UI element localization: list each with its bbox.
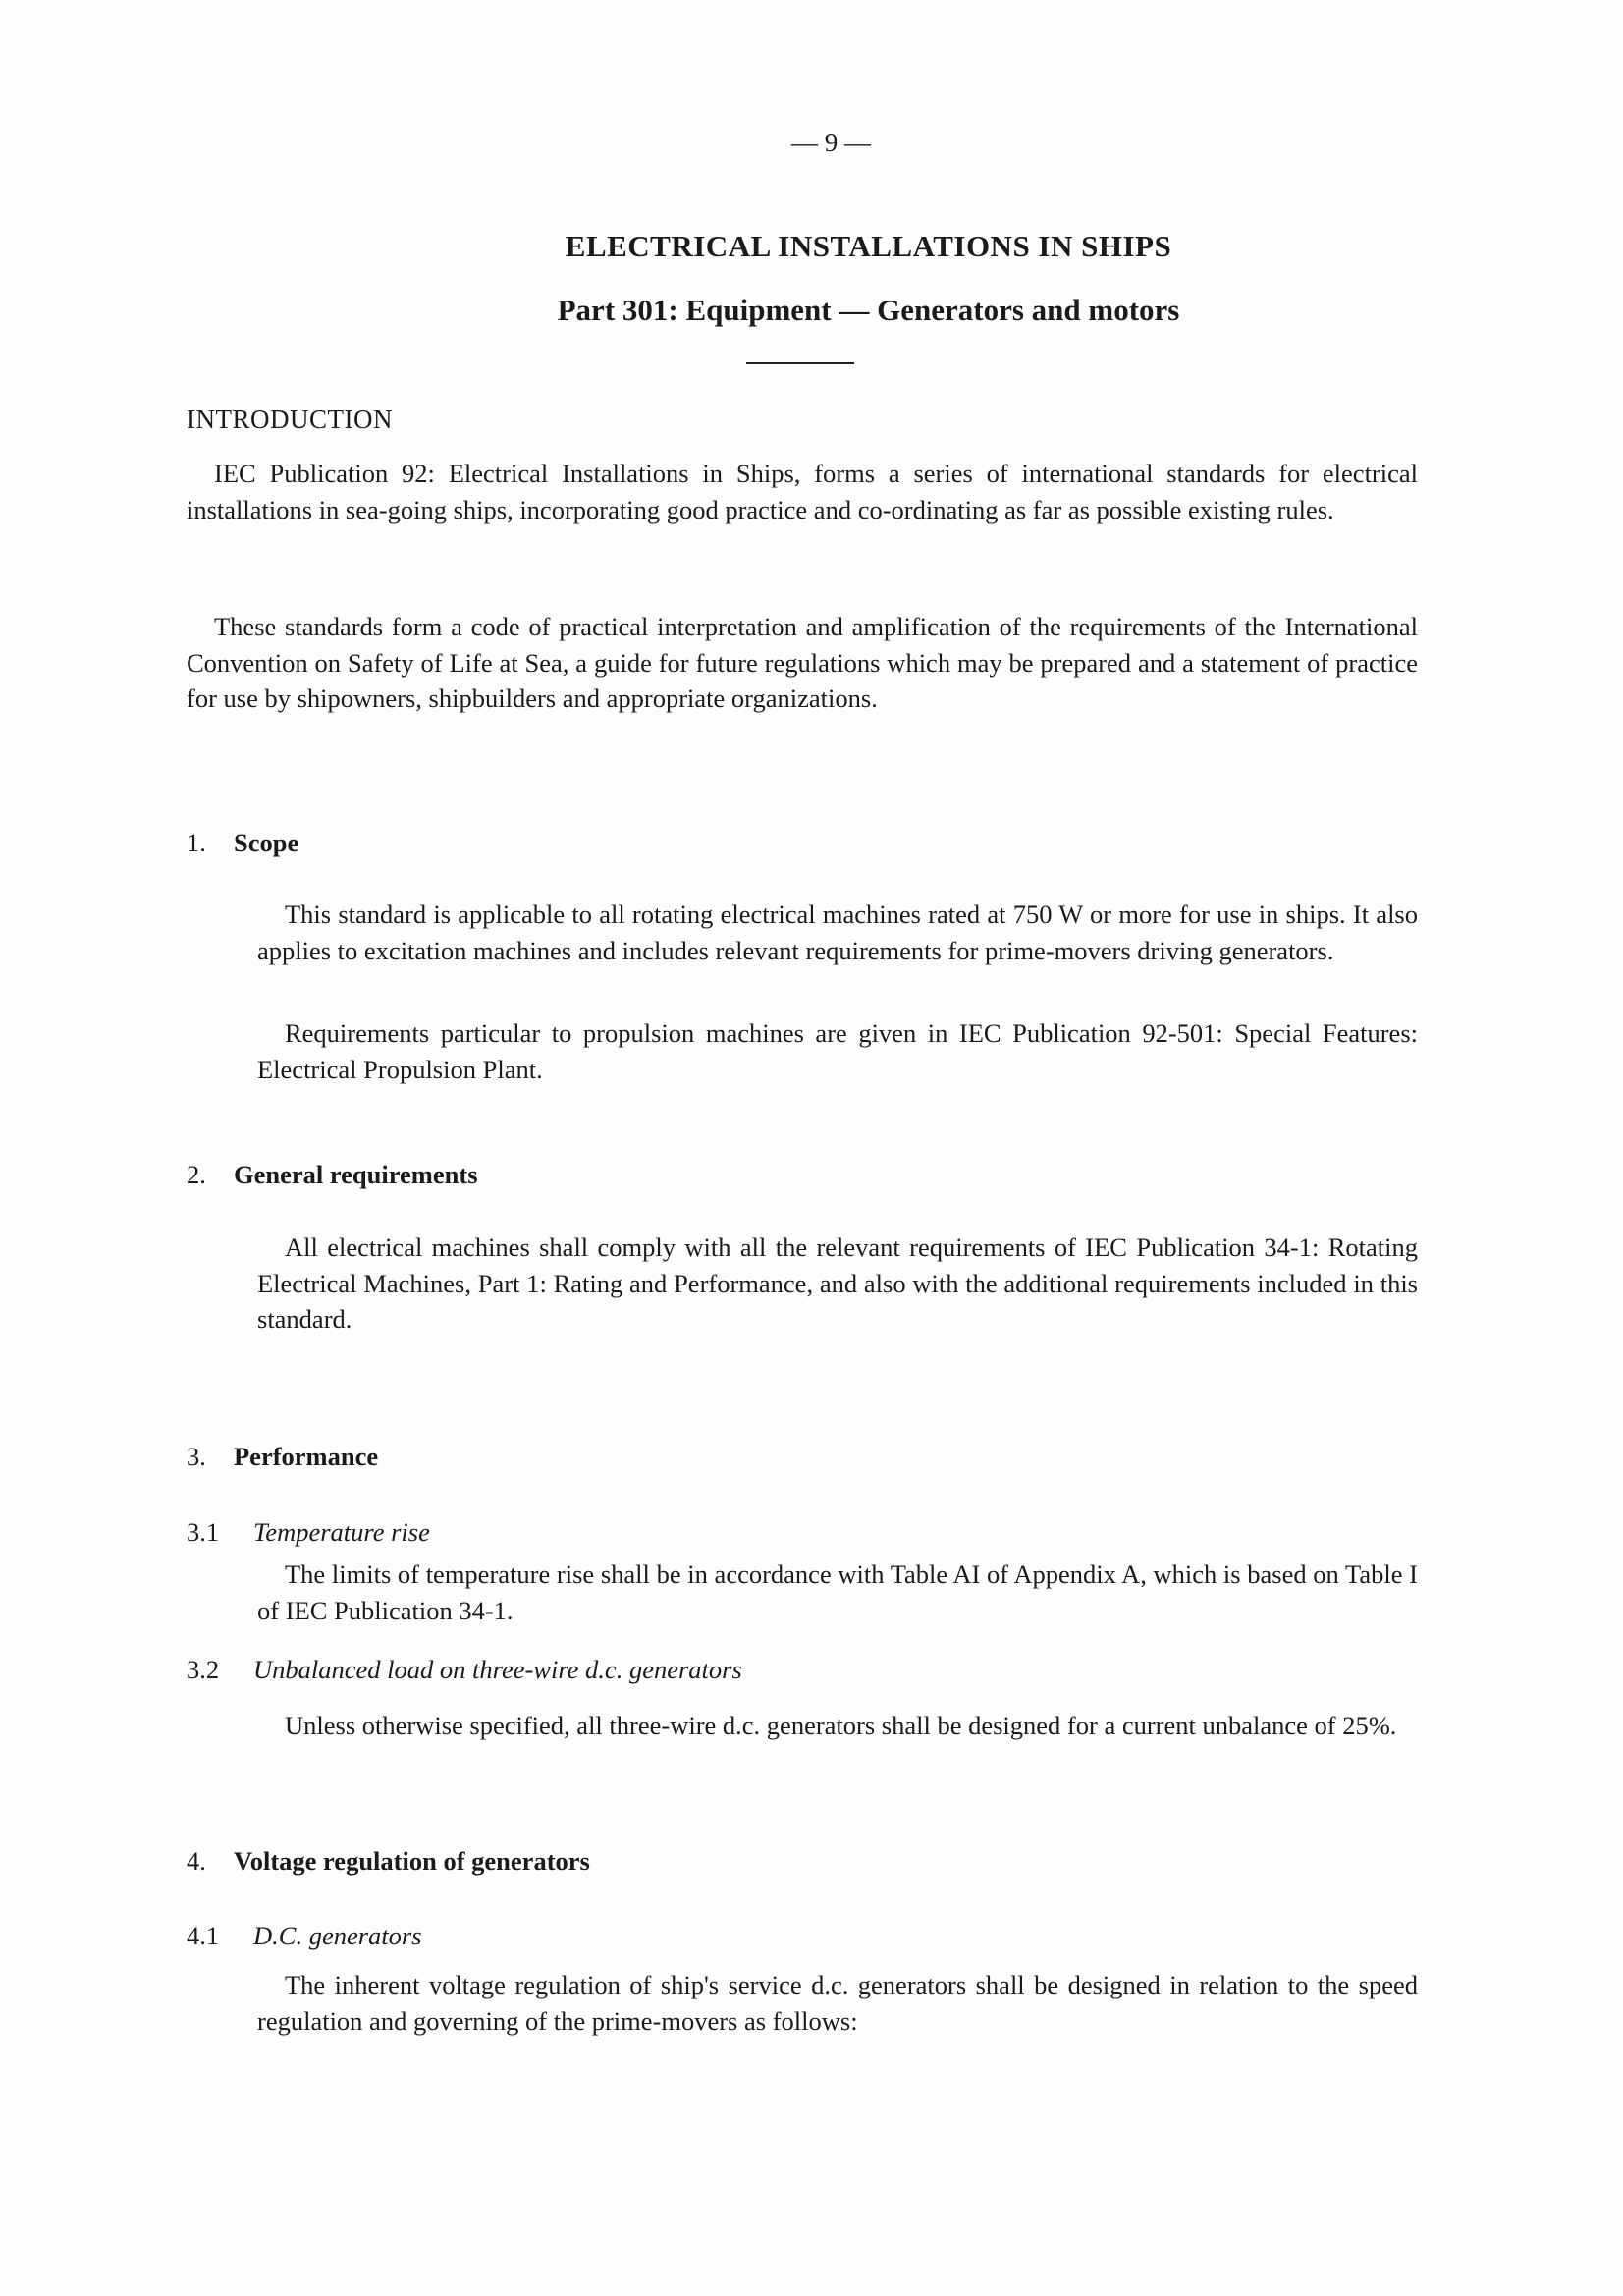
section-1-number: 1. bbox=[187, 828, 206, 857]
document-subtitle: Part 301: Equipment — Generators and motors bbox=[557, 293, 1180, 327]
introduction-paragraph-2: These standards form a code of practical interpretation and amplification of the requirements of the International Convention on Safety of Life at Sea, a guide for future regulations which may be prepared and a statement of practice for use by shipowners, shipbuilders and appropriate organizations. bbox=[187, 612, 1418, 713]
section-3-title: Performance bbox=[234, 1442, 379, 1471]
section-3-number: 3. bbox=[187, 1442, 206, 1471]
document-title: ELECTRICAL INSTALLATIONS IN SHIPS bbox=[565, 229, 1172, 263]
subsection-4-1-number: 4.1 bbox=[187, 1921, 220, 1950]
section-4-title: Voltage regulation of generators bbox=[234, 1846, 590, 1876]
subsection-4-1-text: The inherent voltage regulation of ship's service d.c. generators shall be designed in relation to the speed regulation and governing of the prime-movers as follows: bbox=[257, 1970, 1418, 2036]
section-2-paragraph-1: All electrical machines shall comply with all the relevant requirements of IEC Publication 34-1: Rotating Electrical Machines, Part 1: Rating and Performance, and also with the additional requirements included in this standard. bbox=[257, 1232, 1418, 1334]
section-2-number: 2. bbox=[187, 1160, 206, 1189]
subsection-3-1-text: The limits of temperature rise shall be in accordance with Table AI of Appendix A, which is based on Table I of IEC Publication 34-1. bbox=[257, 1559, 1418, 1625]
introduction-paragraph-1: IEC Publication 92: Electrical Installations in Ships, forms a series of international standards for electrical installations in sea-going ships, incorporating good practice and co-ordinating as far as possible existing rules. bbox=[187, 459, 1418, 524]
section-2-title: General requirements bbox=[234, 1160, 478, 1189]
subsection-3-1-title: Temperature rise bbox=[253, 1517, 430, 1547]
subsection-3-2-text: Unless otherwise specified, all three-wire d.c. generators shall be designed for a current unbalance of 25%. bbox=[285, 1711, 1397, 1740]
section-1-paragraph-2: Requirements particular to propulsion machines are given in IEC Publication 92-501: Special Features: Electrical Propulsion Plant. bbox=[257, 1018, 1418, 1084]
subsection-3-1-number: 3.1 bbox=[187, 1517, 220, 1547]
section-4-number: 4. bbox=[187, 1846, 206, 1876]
subsection-3-2-number: 3.2 bbox=[187, 1655, 220, 1684]
subsection-3-2-title: Unbalanced load on three-wire d.c. generators bbox=[253, 1655, 742, 1684]
section-1-title: Scope bbox=[234, 828, 299, 857]
section-1-paragraph-1: This standard is applicable to all rotating electrical machines rated at 750 W or more for use in ships. It also applies to excitation machines and includes relevant requirements for prime-movers driving generators. bbox=[257, 900, 1418, 965]
title-divider bbox=[746, 362, 854, 364]
subsection-4-1-title: D.C. generators bbox=[253, 1921, 422, 1950]
page-number: — 9 — bbox=[791, 128, 871, 157]
introduction-heading: INTRODUCTION bbox=[187, 405, 393, 434]
